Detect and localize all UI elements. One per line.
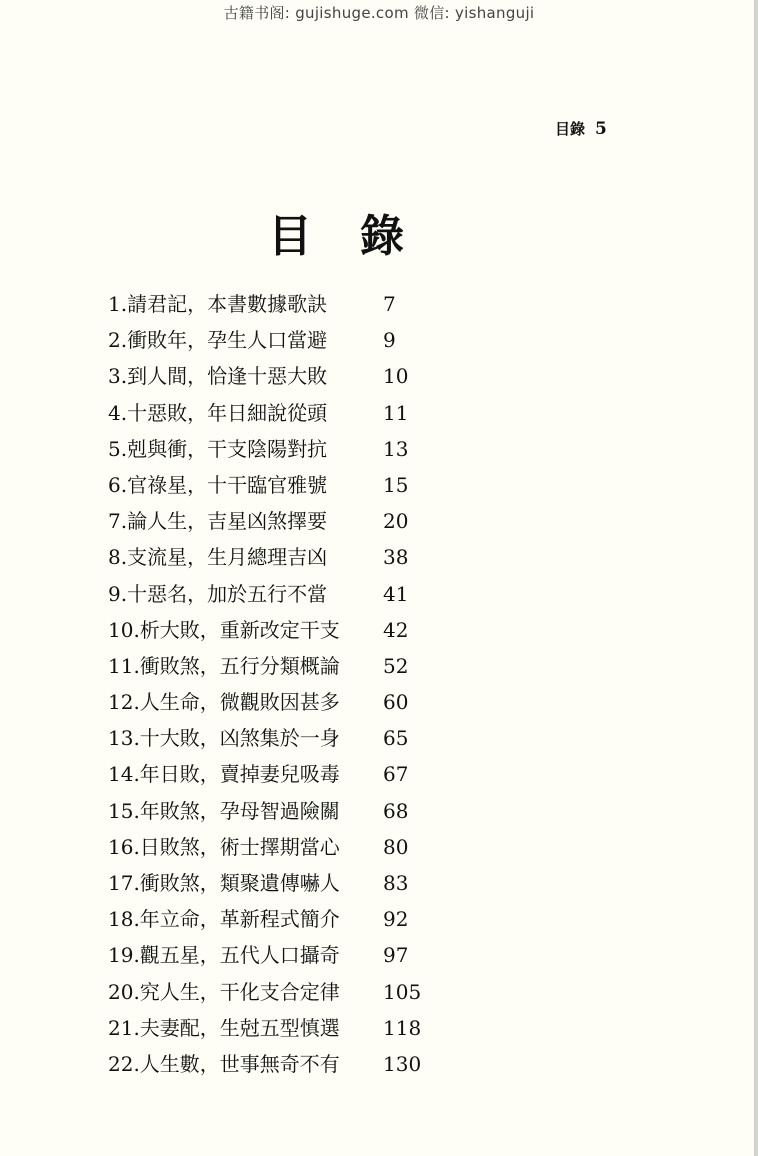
toc-entry-page: 20 (383, 509, 409, 534)
toc-entry-page: 11 (383, 400, 409, 425)
toc-entry (108, 358, 438, 394)
toc-entry (108, 1046, 438, 1082)
toc-entry (108, 793, 438, 829)
toc-entry-page: 7 (383, 292, 396, 316)
toc-entry-page: 92 (383, 907, 409, 932)
toc-entry (108, 829, 438, 865)
toc-entry-title: 3.到人間，恰逢十惡大敗 (108, 364, 328, 389)
toc-entry-title: 11.衝敗煞，五行分類概論 (108, 653, 340, 678)
toc-entry-page: 42 (383, 617, 409, 642)
toc-entry (108, 467, 438, 503)
toc-entry-title: 9.十惡名，加於五行不當 (108, 581, 328, 606)
toc-entry (108, 684, 438, 720)
toc-entry-title: 6.官祿星，十干臨官雅號 (108, 472, 328, 497)
toc-entry-title: 13.十大敗，凶煞集於一身 (108, 726, 340, 751)
toc-entry-page: 9 (383, 328, 396, 353)
header-section: 目錄 (555, 120, 586, 138)
toc-entry (108, 648, 438, 684)
toc-entry-title: 21.夫妻配，生尅五型慎選 (108, 1015, 340, 1040)
toc-entry-page: 13 (383, 436, 409, 461)
toc-entry (108, 612, 438, 648)
toc-entry-page: 80 (383, 834, 409, 859)
toc-entry-page: 67 (383, 762, 409, 787)
toc-entry-title: 5.剋與衝，干支陰陽對抗 (108, 436, 328, 461)
running-header (555, 118, 607, 139)
toc-entry-title: 18.年立命，革新程式簡介 (108, 907, 340, 932)
toc-entry (108, 937, 438, 973)
toc-entry-page: 118 (383, 1015, 422, 1040)
header-page-number: 5 (595, 119, 607, 139)
toc-entry-page: 97 (383, 943, 409, 968)
toc-entry-title: 16.日敗煞，術士擇期當心 (108, 834, 340, 859)
page-edge (754, 0, 758, 1156)
toc-entry-title: 4.十惡敗，年日細說從頭 (108, 400, 328, 425)
toc-entry-title: 19.觀五星，五代人口攝奇 (108, 943, 340, 968)
toc-entry-page: 15 (383, 472, 409, 497)
toc-entry (108, 431, 438, 467)
toc-entry-page: 130 (383, 1051, 422, 1076)
toc-entry (108, 720, 438, 756)
toc-entry-page: 41 (383, 581, 409, 606)
toc-entry-title: 17.衝敗煞，類聚遺傳嚇人 (108, 871, 340, 895)
toc-entry-page: 65 (383, 726, 409, 751)
toc-entry (108, 1010, 438, 1046)
toc-entry-page: 60 (383, 690, 409, 715)
toc-entry-page: 105 (383, 979, 422, 1004)
toc-entry-title: 8.支流星，生月總理吉凶 (108, 545, 328, 570)
watermark-text: 古籍书阁: gujishuge.com 微信: yishanguji (223, 4, 535, 22)
toc-entry-page: 68 (383, 798, 409, 823)
toc-entry-title: 12.人生命，微觀敗因甚多 (108, 690, 340, 715)
toc-entry (108, 901, 438, 937)
page-title: 目錄 (268, 211, 452, 262)
toc-entry (108, 974, 438, 1010)
toc-entry-title: 14.年日敗，賣掉妻兒吸毒 (108, 762, 340, 787)
toc-entry-title: 2.衝敗年，孕生人口當避 (108, 328, 328, 353)
toc-entry-title: 15.年敗煞，孕母智過險關 (108, 798, 340, 823)
toc-entry (108, 503, 438, 539)
toc-entry (108, 395, 438, 431)
toc-entry-page: 38 (383, 545, 409, 570)
toc-entry (108, 322, 438, 358)
toc-entry (108, 286, 438, 322)
toc-entry-title: 10.析大敗，重新改定干支 (108, 617, 340, 642)
toc-entry (108, 756, 438, 792)
toc-entry-title: 7.論人生，吉星凶煞擇要 (108, 509, 328, 534)
toc-entry-page: 52 (383, 653, 409, 678)
toc-entry (108, 576, 438, 612)
toc-entry-title: 22.人生數，世事無奇不有 (108, 1051, 340, 1076)
toc-entry-title: 20.究人生，干化支合定律 (108, 979, 340, 1004)
toc-entry-page: 83 (383, 871, 409, 895)
toc-entry-title: 1.請君記，本書數據歌訣 (108, 292, 328, 316)
toc-entry-page: 10 (383, 364, 409, 389)
toc-entry (108, 539, 438, 575)
toc-entry (108, 865, 438, 901)
table-of-contents (108, 286, 438, 1082)
